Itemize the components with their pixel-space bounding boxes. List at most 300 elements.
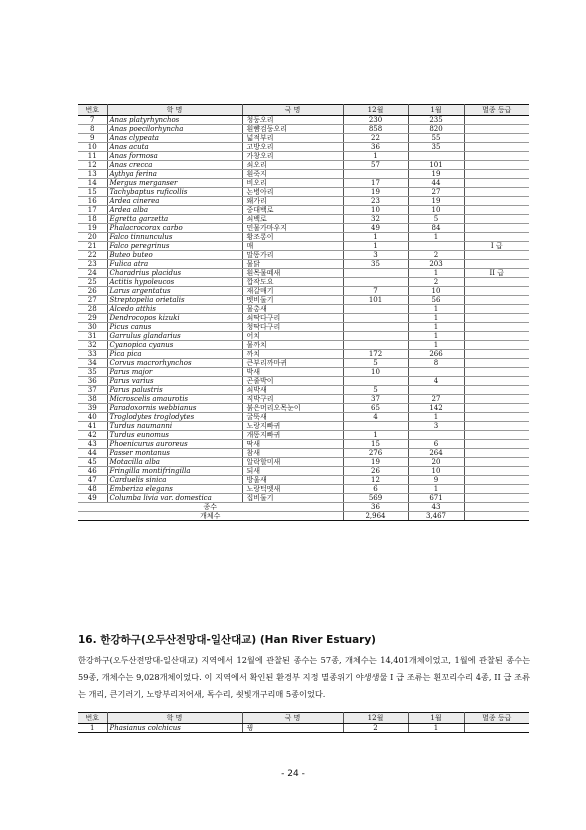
summary-row (78, 512, 529, 521)
scientific-name: Mergus merganser (107, 179, 242, 188)
scientific-name: Picus canus (107, 323, 242, 332)
korean-name: 쇠백로 (242, 215, 343, 224)
table-row (78, 431, 529, 440)
january-count: 1 (408, 413, 464, 422)
table-row (78, 296, 529, 305)
row-number: 24 (78, 269, 107, 278)
korean-name: 꿩 (242, 724, 343, 733)
row-number: 41 (78, 422, 107, 431)
december-count (343, 341, 408, 350)
endangered-grade (464, 413, 529, 422)
table-row (78, 116, 529, 125)
row-number: 27 (78, 296, 107, 305)
korean-name: 매 (242, 242, 343, 251)
korean-name: 까치 (242, 350, 343, 359)
korean-name: 쇠딱다구리 (242, 314, 343, 323)
table-row (78, 143, 529, 152)
endangered-grade (464, 296, 529, 305)
table-row (78, 206, 529, 215)
row-number: 30 (78, 323, 107, 332)
summary-january: 3,467 (408, 512, 464, 521)
row-number: 38 (78, 395, 107, 404)
table-row (78, 188, 529, 197)
endangered-grade (464, 377, 529, 386)
table-row (78, 278, 529, 287)
endangered-grade (464, 359, 529, 368)
summary-row (78, 503, 529, 512)
january-count: 1 (408, 305, 464, 314)
scientific-name: Anas platyrhynchos (107, 116, 242, 125)
row-number: 34 (78, 359, 107, 368)
row-number: 14 (78, 179, 107, 188)
korean-name: 멧비둘기 (242, 296, 343, 305)
korean-name: 중대백로 (242, 206, 343, 215)
december-count: 6 (343, 485, 408, 494)
endangered-grade (464, 224, 529, 233)
korean-name: 붉은머리오목눈이 (242, 404, 343, 413)
scientific-name: Anas acuta (107, 143, 242, 152)
scientific-name: Aythya ferina (107, 170, 242, 179)
december-count: 10 (343, 368, 408, 377)
december-count: 5 (343, 359, 408, 368)
table-row (78, 377, 529, 386)
january-count: 671 (408, 494, 464, 503)
december-count: 19 (343, 188, 408, 197)
december-count (343, 305, 408, 314)
table-row (78, 422, 529, 431)
header-korean-name: 국 명 (242, 713, 343, 724)
table-row (78, 161, 529, 170)
table-row (78, 242, 529, 251)
table-row (78, 332, 529, 341)
january-count: 203 (408, 260, 464, 269)
korean-name: 청둥오리 (242, 116, 343, 125)
header-scientific-name: 학 명 (107, 713, 242, 724)
summary-december: 36 (343, 503, 408, 512)
january-count: 2 (408, 278, 464, 287)
scientific-name: Larus argentatus (107, 287, 242, 296)
scientific-name: Fringilla montifringilla (107, 467, 242, 476)
korean-name: 큰부리까마귀 (242, 359, 343, 368)
endangered-grade (464, 188, 529, 197)
row-number: 23 (78, 260, 107, 269)
header-number: 번호 (78, 713, 107, 724)
scientific-name: Emberiza elegans (107, 485, 242, 494)
summary-january: 43 (408, 503, 464, 512)
scientific-name: Turdus eunomus (107, 431, 242, 440)
scientific-name: Fulica atra (107, 260, 242, 269)
table-row (78, 260, 529, 269)
december-count: 15 (343, 440, 408, 449)
scientific-name: Anas poecilorhyncha (107, 125, 242, 134)
scientific-name: Microscelis amaurotis (107, 395, 242, 404)
scientific-name: Passer montanus (107, 449, 242, 458)
table-row (78, 125, 529, 134)
table-row (78, 314, 529, 323)
row-number: 45 (78, 458, 107, 467)
korean-name: 청딱다구리 (242, 323, 343, 332)
row-number: 49 (78, 494, 107, 503)
scientific-name: Phasianus colchicus (107, 724, 242, 733)
endangered-grade (464, 116, 529, 125)
january-count: 1 (408, 485, 464, 494)
december-count: 7 (343, 287, 408, 296)
scientific-name: Charadrius placidus (107, 269, 242, 278)
january-count: 6 (408, 440, 464, 449)
row-number: 44 (78, 449, 107, 458)
table-row (78, 359, 529, 368)
january-count: 55 (408, 134, 464, 143)
december-count (343, 323, 408, 332)
endangered-grade: II 급 (464, 269, 529, 278)
december-count (343, 269, 408, 278)
endangered-grade (464, 206, 529, 215)
korean-name: 흰목물떼새 (242, 269, 343, 278)
scientific-name: Corvus macrorhynchos (107, 359, 242, 368)
december-count: 858 (343, 125, 408, 134)
scientific-name: Phalacrocorax carbo (107, 224, 242, 233)
row-number: 9 (78, 134, 107, 143)
scientific-name: Ardea alba (107, 206, 242, 215)
korean-name: 황조롱이 (242, 233, 343, 242)
header-korean-name: 국 명 (242, 105, 343, 116)
korean-name: 방울새 (242, 476, 343, 485)
row-number: 26 (78, 287, 107, 296)
january-count: 84 (408, 224, 464, 233)
header-endangered-grade: 멸종 등급 (464, 105, 529, 116)
korean-name: 쇠오리 (242, 161, 343, 170)
endangered-grade (464, 368, 529, 377)
endangered-grade (464, 161, 529, 170)
row-number: 47 (78, 476, 107, 485)
scientific-name: Egretta garzetta (107, 215, 242, 224)
table-row (78, 440, 529, 449)
row-number: 22 (78, 251, 107, 260)
endangered-grade (464, 305, 529, 314)
scientific-name: Alcedo atthis (107, 305, 242, 314)
table-row (78, 251, 529, 260)
korean-name: 가창오리 (242, 152, 343, 161)
table-row (78, 485, 529, 494)
table-row (78, 395, 529, 404)
endangered-grade (464, 323, 529, 332)
scientific-name: Anas crecca (107, 161, 242, 170)
january-count (408, 152, 464, 161)
row-number: 13 (78, 170, 107, 179)
row-number: 10 (78, 143, 107, 152)
january-count: 10 (408, 467, 464, 476)
december-count: 1 (343, 242, 408, 251)
table-row (78, 197, 529, 206)
endangered-grade (464, 170, 529, 179)
row-number: 20 (78, 233, 107, 242)
table-row (78, 368, 529, 377)
han-river-table-body (78, 724, 529, 733)
table-row (78, 467, 529, 476)
january-count: 5 (408, 215, 464, 224)
summary-empty-cell (464, 512, 529, 521)
korean-name: 흰죽지 (242, 170, 343, 179)
korean-name: 쇠박새 (242, 386, 343, 395)
december-count: 12 (343, 476, 408, 485)
january-count: 35 (408, 143, 464, 152)
january-count: 19 (408, 197, 464, 206)
row-number: 39 (78, 404, 107, 413)
row-number: 1 (78, 724, 107, 733)
korean-name: 노랑지빠귀 (242, 422, 343, 431)
endangered-grade (464, 395, 529, 404)
row-number: 28 (78, 305, 107, 314)
december-count (343, 377, 408, 386)
row-number: 25 (78, 278, 107, 287)
january-count (408, 386, 464, 395)
endangered-grade (464, 215, 529, 224)
january-count: 820 (408, 125, 464, 134)
row-number: 11 (78, 152, 107, 161)
january-count: 235 (408, 116, 464, 125)
table-row (78, 152, 529, 161)
table-row (78, 287, 529, 296)
row-number: 16 (78, 197, 107, 206)
december-count: 32 (343, 215, 408, 224)
section-heading: 16. 한강하구(오두산전망대-일산대교) (Han River Estuary) (78, 634, 376, 646)
endangered-grade (464, 332, 529, 341)
december-count: 17 (343, 179, 408, 188)
korean-name: 개똥지빠귀 (242, 431, 343, 440)
january-count: 9 (408, 476, 464, 485)
scientific-name: Motacilla alba (107, 458, 242, 467)
row-number: 33 (78, 350, 107, 359)
row-number: 15 (78, 188, 107, 197)
december-count (343, 422, 408, 431)
table-row (78, 224, 529, 233)
table-row (78, 476, 529, 485)
korean-name: 되새 (242, 467, 343, 476)
january-count: 1 (408, 314, 464, 323)
january-count: 10 (408, 287, 464, 296)
table-row (78, 386, 529, 395)
december-count: 19 (343, 458, 408, 467)
species-count-table (78, 104, 529, 521)
december-count (343, 278, 408, 287)
table-row (78, 170, 529, 179)
january-count: 1 (408, 724, 464, 733)
row-number: 37 (78, 386, 107, 395)
december-count (343, 314, 408, 323)
korean-name: 물닭 (242, 260, 343, 269)
header-january: 1월 (408, 713, 464, 724)
row-number: 32 (78, 341, 107, 350)
december-count: 10 (343, 206, 408, 215)
endangered-grade (464, 386, 529, 395)
scientific-name: Parus palustris (107, 386, 242, 395)
table-row (78, 134, 529, 143)
january-count: 2 (408, 251, 464, 260)
december-count: 65 (343, 404, 408, 413)
scientific-name: Pica pica (107, 350, 242, 359)
scientific-name: Ardea cinerea (107, 197, 242, 206)
korean-name: 논병아리 (242, 188, 343, 197)
korean-name: 참새 (242, 449, 343, 458)
header-endangered-grade: 멸종 등급 (464, 713, 529, 724)
row-number: 36 (78, 377, 107, 386)
endangered-grade (464, 287, 529, 296)
endangered-grade: I 급 (464, 242, 529, 251)
december-count: 4 (343, 413, 408, 422)
scientific-name: Actitis hypoleucos (107, 278, 242, 287)
january-count (408, 242, 464, 251)
december-count: 2 (343, 724, 408, 733)
scientific-name: Streptopelia orietalis (107, 296, 242, 305)
scientific-name: Troglodytes troglodytes (107, 413, 242, 422)
endangered-grade (464, 404, 529, 413)
scientific-name: Paradoxornis webbianus (107, 404, 242, 413)
summary-label: 개체수 (78, 512, 343, 521)
january-count: 8 (408, 359, 464, 368)
korean-name: 노랑턱멧새 (242, 485, 343, 494)
scientific-name: Turdus naumanni (107, 422, 242, 431)
december-count (343, 332, 408, 341)
scientific-name: Falco peregrinus (107, 242, 242, 251)
table-row (78, 179, 529, 188)
scientific-name: Buteo buteo (107, 251, 242, 260)
january-count: 10 (408, 206, 464, 215)
row-number: 42 (78, 431, 107, 440)
korean-name: 딱새 (242, 440, 343, 449)
december-count: 22 (343, 134, 408, 143)
korean-name: 비오리 (242, 179, 343, 188)
korean-name: 말똥가리 (242, 251, 343, 260)
row-number: 21 (78, 242, 107, 251)
scientific-name: Dendrocopos kizuki (107, 314, 242, 323)
endangered-grade (464, 440, 529, 449)
january-count: 1 (408, 233, 464, 242)
january-count: 101 (408, 161, 464, 170)
header-scientific-name: 학 명 (107, 105, 242, 116)
december-count: 37 (343, 395, 408, 404)
january-count: 1 (408, 269, 464, 278)
summary-empty-cell (464, 503, 529, 512)
january-count: 27 (408, 188, 464, 197)
summary-december: 2,964 (343, 512, 408, 521)
han-river-species-table (78, 712, 529, 733)
table-row (78, 341, 529, 350)
january-count: 19 (408, 170, 464, 179)
endangered-grade (464, 449, 529, 458)
korean-name: 흰뺨검둥오리 (242, 125, 343, 134)
row-number: 7 (78, 116, 107, 125)
january-count (408, 368, 464, 377)
korean-name: 물까치 (242, 341, 343, 350)
scientific-name: Cyanopica cyanus (107, 341, 242, 350)
scientific-name: Anas clypeata (107, 134, 242, 143)
header-december: 12월 (343, 713, 408, 724)
endangered-grade (464, 476, 529, 485)
row-number: 18 (78, 215, 107, 224)
korean-name: 굴뚝새 (242, 413, 343, 422)
row-number: 43 (78, 440, 107, 449)
table-row (78, 494, 529, 503)
december-count: 230 (343, 116, 408, 125)
korean-name: 직박구리 (242, 395, 343, 404)
endangered-grade (464, 251, 529, 260)
row-number: 48 (78, 485, 107, 494)
january-count: 1 (408, 341, 464, 350)
table-row (78, 323, 529, 332)
table-row (78, 305, 529, 314)
scientific-name: Parus major (107, 368, 242, 377)
january-count: 4 (408, 377, 464, 386)
row-number: 40 (78, 413, 107, 422)
endangered-grade (464, 143, 529, 152)
table-row (78, 458, 529, 467)
january-count: 3 (408, 422, 464, 431)
endangered-grade (464, 458, 529, 467)
january-count: 1 (408, 332, 464, 341)
december-count: 3 (343, 251, 408, 260)
endangered-grade (464, 314, 529, 323)
endangered-grade (464, 197, 529, 206)
table-header-row (78, 105, 529, 116)
header-december: 12월 (343, 105, 408, 116)
table-row (78, 233, 529, 242)
january-count: 27 (408, 395, 464, 404)
endangered-grade (464, 260, 529, 269)
endangered-grade (464, 485, 529, 494)
korean-name: 재갈매기 (242, 287, 343, 296)
december-count: 26 (343, 467, 408, 476)
scientific-name: Parus varius (107, 377, 242, 386)
january-count: 264 (408, 449, 464, 458)
section-paragraph: 한강하구(오두산전망대-일산대교) 지역에서 12월에 관찰된 종수는 57종, 개체수는 14,401개체이었고, 1월에 관찰된 종수는 59종, 개체수는 9,028개체이었다. 이 지역에서 확인된 환경부 지정 멸종위기 야생생물 I 급 조류는 흰꼬리수리 4종, II 급 조류는 개리, 큰기러기, 노랑부리저어새, 독수리, 쇳빛개구리매 5종이었다. (78, 655, 530, 699)
december-count: 57 (343, 161, 408, 170)
endangered-grade (464, 422, 529, 431)
scientific-name: Garrulus glandarius (107, 332, 242, 341)
page-number: - 24 - (281, 769, 305, 779)
scientific-name: Falco tinnunculus (107, 233, 242, 242)
korean-name: 고방오리 (242, 143, 343, 152)
december-count: 1 (343, 431, 408, 440)
row-number: 19 (78, 224, 107, 233)
table-row (78, 413, 529, 422)
endangered-grade (464, 467, 529, 476)
korean-name: 박새 (242, 368, 343, 377)
january-count: 20 (408, 458, 464, 467)
december-count: 1 (343, 233, 408, 242)
endangered-grade (464, 125, 529, 134)
species-table-body (78, 116, 529, 521)
december-count: 101 (343, 296, 408, 305)
korean-name: 넓적부리 (242, 134, 343, 143)
scientific-name: Tachybaptus ruficollis (107, 188, 242, 197)
korean-name: 곤줄박이 (242, 377, 343, 386)
endangered-grade (464, 431, 529, 440)
row-number: 8 (78, 125, 107, 134)
endangered-grade (464, 724, 529, 733)
korean-name: 알락할미새 (242, 458, 343, 467)
header-january: 1월 (408, 105, 464, 116)
row-number: 29 (78, 314, 107, 323)
endangered-grade (464, 494, 529, 503)
korean-name: 어치 (242, 332, 343, 341)
table-row (78, 350, 529, 359)
december-count: 5 (343, 386, 408, 395)
december-count: 276 (343, 449, 408, 458)
endangered-grade (464, 341, 529, 350)
table-header-row (78, 713, 529, 724)
december-count (343, 170, 408, 179)
row-number: 12 (78, 161, 107, 170)
